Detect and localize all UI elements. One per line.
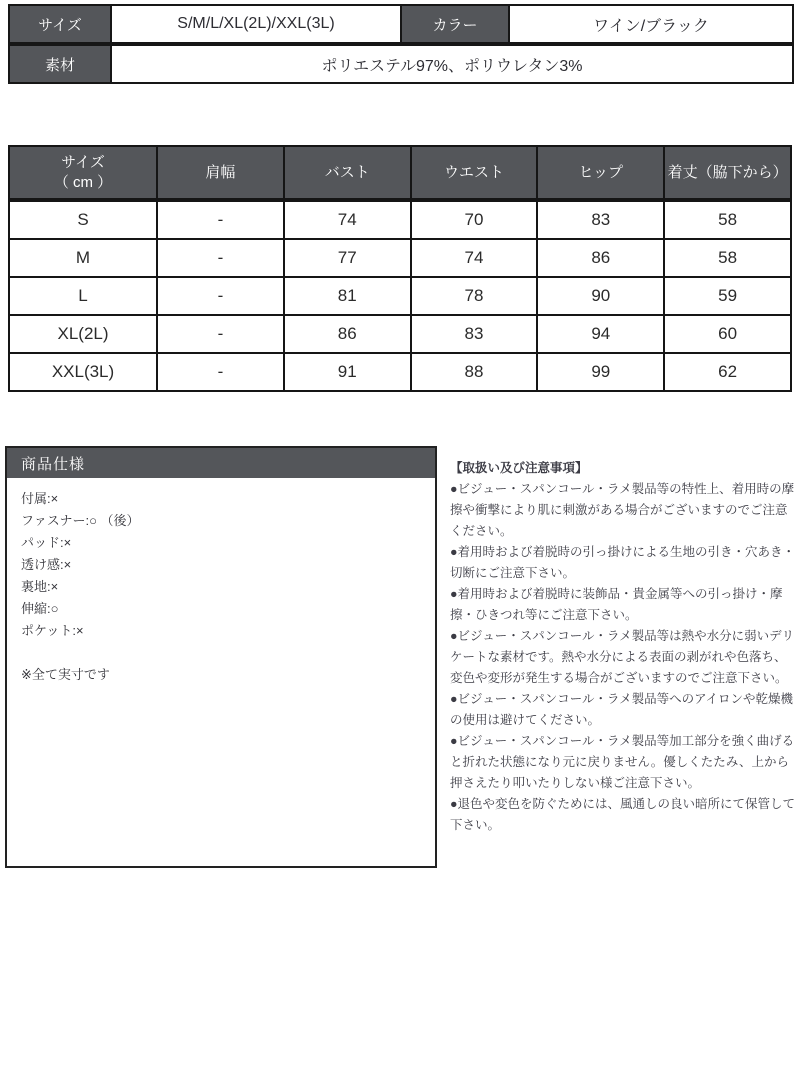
cell-bust: 77 [284, 239, 411, 277]
cell-hip: 94 [537, 315, 664, 353]
spec-box-title: 商品仕様 [7, 448, 435, 478]
cell-hip: 86 [537, 239, 664, 277]
care-notes-title: 【取扱い及び注意事項】 [450, 461, 588, 475]
product-info-table [8, 4, 794, 84]
spec-item-sheerness: 透け感:× [21, 557, 72, 572]
info-color-label: カラー [401, 5, 509, 44]
size-chart-header-size-line1: サイズ [61, 153, 105, 171]
care-note-item: ●ビジュー・スパンコール・ラメ製品等は熱や水分に弱いデリケートな素材です。熱や水分による表面の剥がれや色落ち、変色や変形が発生する場合がございますのでご注意下さい。 [450, 629, 795, 685]
table-row [9, 277, 791, 315]
cell-waist: 88 [411, 353, 538, 391]
cell-hip: 99 [537, 353, 664, 391]
cell-shoulder: - [157, 277, 284, 315]
info-size-value: S/M/L/XL(2L)/XXL(3L) [111, 5, 401, 44]
size-chart-header-hip: ヒップ [537, 146, 664, 200]
cell-size: S [9, 200, 157, 239]
cell-waist: 74 [411, 239, 538, 277]
size-chart-header-waist: ウエスト [411, 146, 538, 200]
table-row [9, 200, 791, 239]
info-material-value: ポリエステル97%、ポリウレタン3% [111, 44, 793, 83]
care-note-item: ●着用時および着脱時の引っ掛けによる生地の引き・穴あき・切断にご注意下さい。 [450, 545, 796, 580]
cell-length: 58 [664, 200, 791, 239]
cell-shoulder: - [157, 200, 284, 239]
cell-length: 60 [664, 315, 791, 353]
cell-shoulder: - [157, 315, 284, 353]
cell-length: 59 [664, 277, 791, 315]
size-chart-header-bust: バスト [284, 146, 411, 200]
cell-hip: 83 [537, 200, 664, 239]
product-spec-box [5, 446, 437, 868]
info-color-value: ワイン/ブラック [509, 5, 793, 44]
size-chart-header-row [9, 146, 791, 200]
spec-item-accessory: 付属:× [21, 491, 59, 506]
cell-waist: 83 [411, 315, 538, 353]
spec-item-pocket: ポケット:× [21, 623, 84, 638]
info-material-label: 素材 [9, 44, 111, 83]
care-note-item: ●ビジュー・スパンコール・ラメ製品等へのアイロンや乾燥機の使用は避けてください。 [450, 692, 794, 727]
cell-bust: 86 [284, 315, 411, 353]
care-note-item: ●ビジュー・スパンコール・ラメ製品等加工部分を強く曲げると折れた状態になり元に戻りません。優しくたたみ、上から押さえたり叩いたりしない様ご注意下さい。 [450, 734, 795, 790]
care-note-item: ●着用時および着脱時に装飾品・貴金属等への引っ掛け・摩擦・ひきつれ等にご注意下さい。 [450, 587, 783, 622]
cell-bust: 91 [284, 353, 411, 391]
care-note-item: ●退色や変色を防ぐためには、風通しの良い暗所にて保管して下さい。 [450, 797, 796, 832]
spec-box-body [7, 478, 435, 686]
size-chart-table [8, 145, 792, 392]
size-chart-header-size-line2: （ cm ） [53, 173, 113, 191]
cell-shoulder: - [157, 353, 284, 391]
size-chart-header-shoulder: 肩幅 [157, 146, 284, 200]
cell-size: L [9, 277, 157, 315]
spec-item-fastener: ファスナー:○ （後） [21, 513, 140, 528]
spec-item-lining: 裏地:× [21, 579, 59, 594]
cell-size: XL(2L) [9, 315, 157, 353]
table-row [9, 239, 791, 277]
spec-item-pad: パッド:× [21, 535, 72, 550]
size-chart-header-length: 着丈（脇下から） [664, 146, 791, 200]
care-note-item: ●ビジュー・スパンコール・ラメ製品等の特性上、着用時の摩擦や衝撃により肌に刺激がある場合がございますのでご注意ください。 [450, 482, 795, 538]
cell-length: 58 [664, 239, 791, 277]
cell-shoulder: - [157, 239, 284, 277]
info-size-label: サイズ [9, 5, 111, 44]
cell-waist: 70 [411, 200, 538, 239]
spec-item-stretch: 伸縮:○ [21, 601, 59, 616]
cell-size: XXL(3L) [9, 353, 157, 391]
info-row-size-color [9, 5, 793, 44]
cell-bust: 81 [284, 277, 411, 315]
spec-measurement-note: ※全て実寸です [21, 667, 110, 682]
table-row [9, 315, 791, 353]
cell-size: M [9, 239, 157, 277]
cell-hip: 90 [537, 277, 664, 315]
table-row [9, 353, 791, 391]
size-chart-header-size [9, 146, 157, 200]
cell-bust: 74 [284, 200, 411, 239]
care-notes [450, 458, 798, 836]
cell-length: 62 [664, 353, 791, 391]
info-row-material [9, 44, 793, 83]
cell-waist: 78 [411, 277, 538, 315]
